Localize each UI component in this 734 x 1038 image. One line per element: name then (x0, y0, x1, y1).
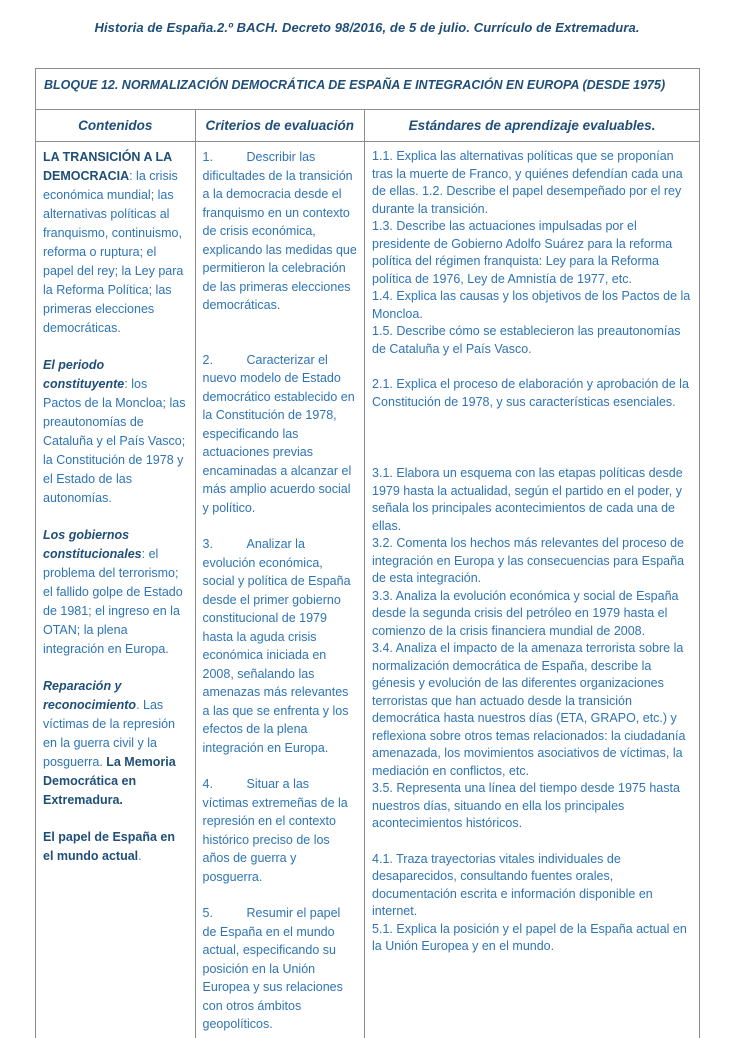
text-segment: El periodo constituyente (43, 358, 125, 391)
paragraph: 3.4. Analiza el impacto de la amenaza terrorista sobre la normalización democrática de España, describe la génesis y evolución de las diferentes organizaciones terroristas que han actuado desde la transición democrática hasta nuestros días (ETA, GRAPO, etc.) y reflexiona sobre otros temas relacionados: la ciudadanía amenazada, los movimientos asociativos de víctimas, la mediación en conflictos, etc. (372, 641, 686, 778)
paragraph (43, 828, 188, 866)
text-segment: LA TRANSICIÓN A LA DEMOCRACIA (43, 150, 172, 183)
text-segment: : la crisis económica mundial; las alternativas políticas al franquismo, continuismo, reforma o ruptura; el papel del rey; la Ley para la Reforma Política; las primeras elecciones democráticas. (43, 169, 184, 335)
paragraph (43, 356, 188, 508)
page-header: Historia de España.2.º BACH. Decreto 98/2016, de 5 de julio. Currículo de Extremadura. (94, 20, 640, 35)
paragraph: 3.1. Elabora un esquema con las etapas políticas desde 1979 hasta la actualidad, según el partido en el poder, y señala los principales acontecimientos de cada una de ellas. (372, 466, 683, 533)
item-number: 4. (202, 777, 213, 791)
text-segment: La Memoria Democrática en Extremadura. (43, 755, 176, 807)
contenidos-cell (36, 142, 196, 1038)
text-segment: . Las víctimas de la represión en la guerra civil y la posguerra. (43, 698, 176, 769)
paragraph: 1.1. Explica las alternativas políticas que se proponían tras la muerte de Franco, y quiénes defendían cada una de ellas. 1.2. Describe el papel desempeñado por el rey durante la transición. (372, 149, 683, 216)
paragraph: 5. Resumir el papel de España en el mundo actual, especificando su posición en la Unión Europea y sus relaciones con otros ámbitos geopolíticos. (202, 906, 343, 1031)
table-body-row (36, 142, 699, 1038)
text-segment: : los Pactos de la Moncloa; las preautonomías de Cataluña y el País Vasco; la Constitución de 1978 y el Estado de las autonomías. (43, 377, 186, 505)
text-segment: Reparación y reconocimiento (43, 679, 137, 712)
text-segment: Los gobiernos constitucionales (43, 528, 142, 561)
criterios-cell (196, 142, 366, 1038)
paragraph: 1.5. Describe cómo se establecieron las preautonomías de Cataluña y el País Vasco. (372, 324, 681, 356)
item-number: 5. (202, 906, 213, 920)
paragraph: 3. Analizar la evolución económica, social y política de España desde el primer gobierno constitucional de 1979 hasta la aguda crisis económica iniciada en 2008, señalando las amenazas más relevantes a las que se enfrenta y los efectos de la plena integración en Europa. (202, 537, 351, 755)
text-segment: El papel de España en el mundo actual (43, 830, 175, 863)
item-number: 3. (202, 537, 213, 551)
paragraph (43, 148, 188, 338)
column-header-criterios: Criterios de evaluación (196, 110, 366, 141)
item-number: 2. (202, 352, 213, 367)
text-segment: : el problema del terrorismo; el fallido golpe de Estado de 1981; el ingreso en la OTAN; la plena integración en Europa. (43, 547, 183, 656)
column-header-estandares: Estándares de aprendizaje evaluables. (408, 118, 656, 133)
paragraph (43, 526, 188, 659)
curriculum-table (35, 68, 700, 1038)
table-title: BLOQUE 12. NORMALIZACIÓN DEMOCRÁTICA DE ESPAÑA E INTEGRACIÓN EN EUROPA (DESDE 1975) (36, 69, 699, 110)
text-segment: . (138, 849, 142, 863)
paragraph: 4. Situar a las víctimas extremeñas de la represión en el contexto histórico preciso de los años de guerra y posguerra. (202, 777, 348, 884)
paragraph: 3.3. Analiza la evolución económica y social de España desde la segunda crisis del petróleo en 1979 hasta el comienzo de la crisis financiera mundial de 2008. (372, 588, 679, 638)
paragraph: 3.5. Representa una línea del tiempo desde 1975 hasta nuestros días, situando en ella los principales acontecimientos históricos. (372, 781, 680, 830)
paragraph: 1.4. Explica las causas y los objetivos de los Pactos de la Moncloa. (372, 289, 691, 321)
paragraph: 2. Caracterizar el nuevo modelo de Estado democrático establecido en la Constitución de 1978, especificando las actuaciones previas encaminadas a alcanzar el más amplio acuerdo social y político. (202, 352, 355, 515)
paragraph: 1.3. Describe las actuaciones impulsadas por el presidente de Gobierno Adolfo Suárez para la reforma política del régimen franquista: Ley para la Reforma política de 1976, Ley de Amnistía de 1977, etc. (372, 219, 673, 286)
table-header-row (36, 110, 699, 142)
paragraph (43, 677, 188, 810)
estandares-cell (365, 142, 699, 1038)
paragraph: 1. Describir las dificultades de la transición a la democracia desde el franquismo en un contexto de crisis económica, explicando las medidas que permitieron la celebración de las primeras elecciones democráticas. (202, 150, 357, 312)
column-header-contenidos: Contenidos (36, 110, 196, 141)
paragraph: 4.1. Traza trayectorias vitales individuales de desaparecidos, consultando fuentes orales, documentación escrita e información disponible en internet. (372, 851, 653, 918)
paragraph: 5.1. Explica la posición y el papel de la España actual en la Unión Europea y en el mundo. (372, 921, 687, 953)
paragraph: 3.2. Comenta los hechos más relevantes del proceso de integración en Europa y las consecuencias para España de esta integración. (372, 536, 685, 585)
paragraph: 2.1. Explica el proceso de elaboración y aprobación de la Constitución de 1978, y sus características esenciales. (372, 377, 689, 409)
item-number: 1. (202, 150, 213, 164)
